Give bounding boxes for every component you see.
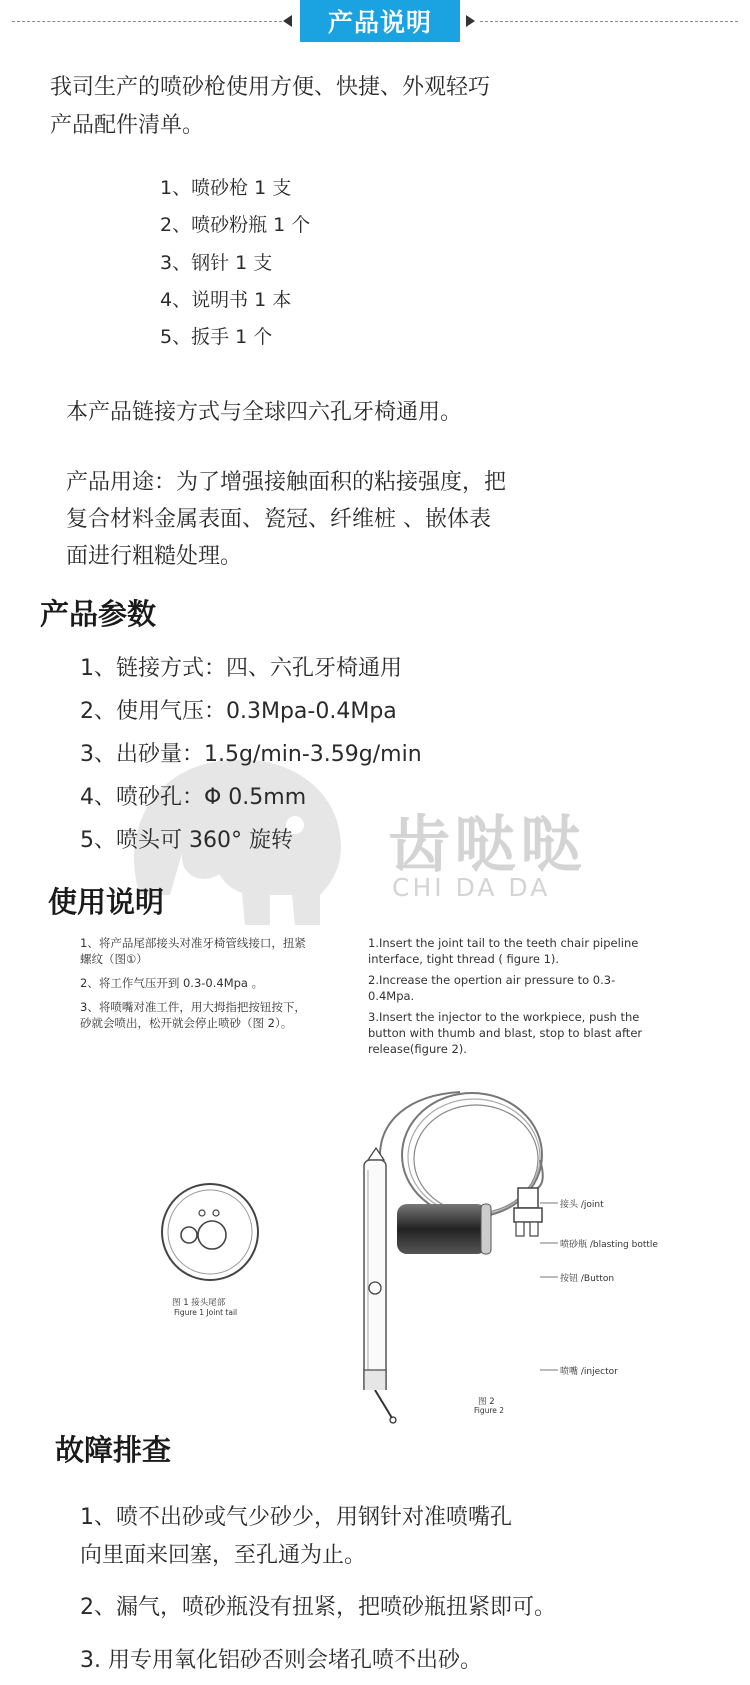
header-dash-left xyxy=(12,21,282,22)
instruction-en-line: 1.Insert the joint tail to the teeth chair pipeline xyxy=(368,936,639,950)
trouble-item: 1、喷不出砂或气少砂少，用钢针对准喷嘴孔 xyxy=(80,1505,512,1530)
figure-1-caption-en: Figure 1 Joint tail xyxy=(174,1308,238,1317)
parts-item: 4、说明书 1 本 xyxy=(160,289,292,311)
figure-2-caption-en: Figure 2 xyxy=(474,1406,505,1415)
instructions-cn xyxy=(80,935,350,1031)
label-blasting-bottle: 喷砂瓶 /blasting bottle xyxy=(560,1240,658,1250)
watermark-cn: 齿哒哒 xyxy=(388,808,587,881)
trouble-item: 3. 用专用氧化铝砂否则会堵孔喷不出砂。 xyxy=(80,1648,482,1673)
instruction-en-line: release(figure 2). xyxy=(368,1042,467,1056)
injector-icon xyxy=(370,1390,400,1430)
instruction-en-line: 2.Increase the opertion air pressure to 0.3- xyxy=(368,973,616,987)
page-title: 产品说明 xyxy=(300,0,460,42)
params-heading: 产品参数 xyxy=(40,597,157,631)
intro-line-2: 产品配件清单。 xyxy=(50,113,205,138)
instruction-cn-line: 砂就会喷出，松开就会停止喷砂（图 2）。 xyxy=(80,1016,293,1030)
header-dash-right xyxy=(480,21,738,22)
blasting-bottle-figure xyxy=(395,1200,495,1264)
figure-2-caption-cn: 图 2 xyxy=(478,1397,495,1407)
callout-lines xyxy=(540,1200,560,1444)
watermark-en: CHI DA DA xyxy=(392,873,551,902)
params-item: 3、出砂量：1.5g/min-3.59g/min xyxy=(80,742,422,767)
params-item: 1、链接方式：四、六孔牙椅通用 xyxy=(80,656,402,681)
instruction-cn-line: 螺纹（图①） xyxy=(80,952,148,966)
instructions-en xyxy=(368,935,658,1057)
instruction-cn-line: 1、将产品尾部接头对准牙椅管线接口，扭紧 xyxy=(80,936,306,950)
parts-item: 3、钢针 1 支 xyxy=(160,252,273,274)
compat-text: 本产品链接方式与全球四六孔牙椅通用。 xyxy=(66,400,463,425)
params-item: 4、喷砂孔：Φ 0.5mm xyxy=(80,785,307,810)
figure-1-caption-cn: 图 1 接头尾部 xyxy=(172,1298,226,1308)
instruction-en-line: button with thumb and blast, stop to blast after xyxy=(368,1026,643,1040)
label-joint: 接头 /joint xyxy=(560,1200,604,1210)
usage-line: 面进行粗糙处理。 xyxy=(66,544,243,569)
joint-tail-icon xyxy=(158,1180,262,1284)
instruction-en-line: 0.4Mpa. xyxy=(368,989,415,1003)
instruction-en-line: 3.Insert the injector to the workpiece, push the xyxy=(368,1010,640,1024)
header-arrow-right-icon xyxy=(466,15,475,27)
instruction-cn-line: 3、将喷嘴对准工件，用大拇指把按钮按下， xyxy=(80,1000,306,1014)
usage-line: 复合材料金属表面、瓷冠、纤维桩 、嵌体表 xyxy=(66,507,491,532)
instruction-cn-line: 2、将工作气压开到 0.3-0.4Mpa 。 xyxy=(80,976,264,990)
parts-item: 1、喷砂枪 1 支 xyxy=(160,177,292,199)
intro-line-1: 我司生产的喷砂枪使用方便、快捷、外观轻巧 xyxy=(50,75,491,100)
trouble-item: 2、漏气，喷砂瓶没有扭紧，把喷砂瓶扭紧即可。 xyxy=(80,1595,556,1620)
params-item: 2、使用气压：0.3Mpa-0.4Mpa xyxy=(80,699,397,724)
parts-item: 2、喷砂粉瓶 1 个 xyxy=(160,214,311,236)
parts-item: 5、扳手 1 个 xyxy=(160,326,273,348)
params-item: 5、喷头可 360° 旋转 xyxy=(80,828,293,853)
trouble-item: 向里面来回塞，至孔通为止。 xyxy=(80,1543,367,1568)
trouble-heading: 故障排查 xyxy=(55,1433,172,1467)
blasting-bottle-icon xyxy=(395,1200,495,1260)
instructions-heading: 使用说明 xyxy=(48,885,165,919)
label-button: 按钮 /Button xyxy=(560,1274,615,1284)
usage-line: 产品用途：为了增强接触面积的粘接强度，把 xyxy=(66,470,507,495)
label-injector: 喷嘴 /injector xyxy=(560,1367,618,1377)
figure-1-joint-tail xyxy=(158,1180,262,1288)
header-arrow-left-icon xyxy=(283,15,292,27)
injector-tip xyxy=(370,1390,400,1434)
instruction-en-line: interface, tight thread ( figure 1). xyxy=(368,952,560,966)
